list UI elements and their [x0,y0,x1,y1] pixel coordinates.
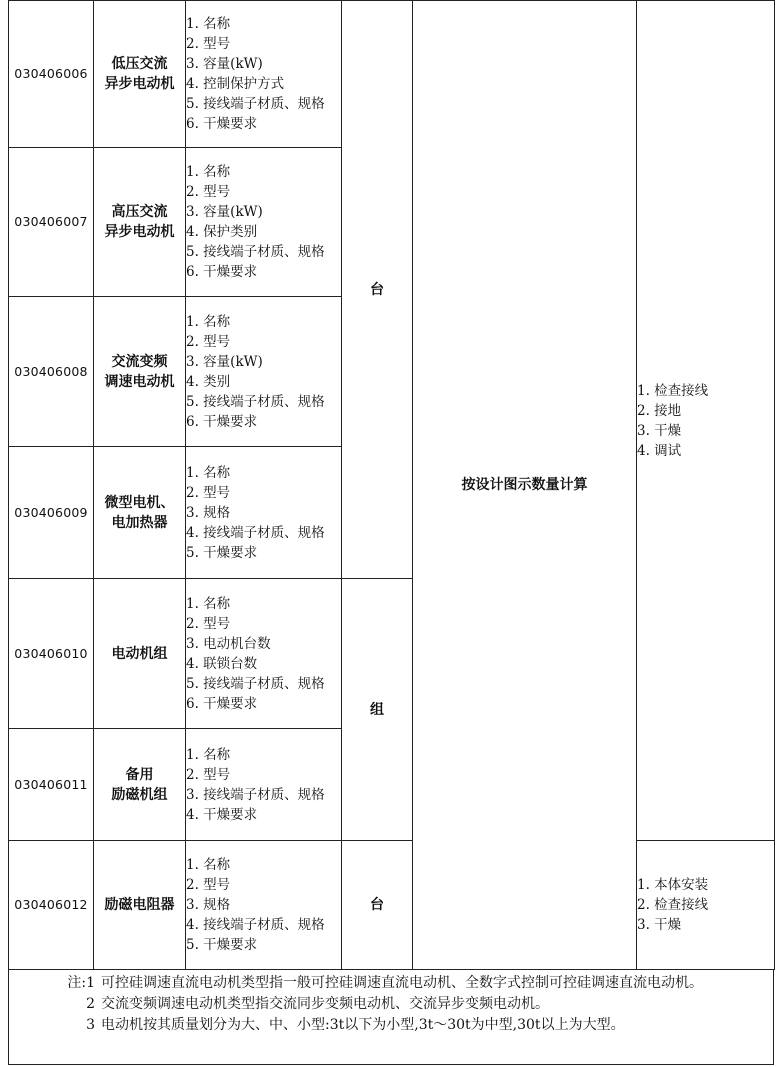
item-name: 低压交流 异步电动机 [94,1,186,148]
work-content: 1. 本体安装 2. 检查接线 3. 干燥 [637,841,775,970]
item-features: 1. 名称 2. 型号 3. 容量(kW) 4. 类别 5. 接线端子材质、规格 6. 干燥要求 [186,297,342,447]
item-name: 高压交流 异步电动机 [94,148,186,297]
unit-cell: 组 [342,579,413,841]
note-number: 3 [86,1017,95,1033]
note-number: 2 [86,996,95,1012]
item-name: 备用 励磁机组 [94,729,186,841]
item-code: 030406009 [9,447,94,579]
item-features: 1. 名称 2. 型号 3. 容量(kW) 4. 保护类别 5. 接线端子材质、规格 6. 干燥要求 [186,148,342,297]
item-code: 030406008 [9,297,94,447]
item-name: 励磁电阻器 [94,841,186,970]
item-code: 030406010 [9,579,94,729]
item-features: 1. 名称 2. 型号 3. 接线端子材质、规格 4. 干燥要求 [186,729,342,841]
item-name: 微型电机、 电加热器 [94,447,186,579]
note-item [45,994,763,1015]
item-name: 电动机组 [94,579,186,729]
note-text: 交流变频调速电动机类型指交流同步变频电动机、交流异步变频电动机。 [101,996,549,1012]
item-features: 1. 名称 2. 型号 3. 规格 4. 接线端子材质、规格 5. 干燥要求 [186,447,342,579]
item-name: 交流变频 调速电动机 [94,297,186,447]
work-content: 1. 检查接线 2. 接地 3. 干燥 4. 调试 [637,1,775,841]
item-code: 030406006 [9,1,94,148]
item-code: 030406012 [9,841,94,970]
table-row [9,1,775,148]
motor-spec-table [8,0,775,970]
item-features: 1. 名称 2. 型号 3. 规格 4. 接线端子材质、规格 5. 干燥要求 [186,841,342,970]
note-item [45,973,763,994]
item-features: 1. 名称 2. 型号 3. 容量(kW) 4. 控制保护方式 5. 接线端子材质、规格 6. 干燥要求 [186,1,342,148]
note-item [45,1015,763,1036]
note-text: 电动机按其质量划分为大、中、小型:3t以下为小型,3t～30t为中型,30t以上为大型。 [101,1017,625,1033]
item-code: 030406011 [9,729,94,841]
note-text: 可控硅调速直流电动机类型指一般可控硅调速直流电动机、全数字式控制可控硅调速直流电动机。 [101,975,703,991]
unit-cell: 台 [342,1,413,579]
table-row [9,841,775,970]
note-label: 注:1 [67,975,95,991]
item-code: 030406007 [9,148,94,297]
item-features: 1. 名称 2. 型号 3. 电动机台数 4. 联锁台数 5. 接线端子材质、规格 6. 干燥要求 [186,579,342,729]
calc-rule: 按设计图示数量计算 [413,1,637,970]
unit-cell: 台 [342,841,413,970]
table-notes [8,969,774,1065]
